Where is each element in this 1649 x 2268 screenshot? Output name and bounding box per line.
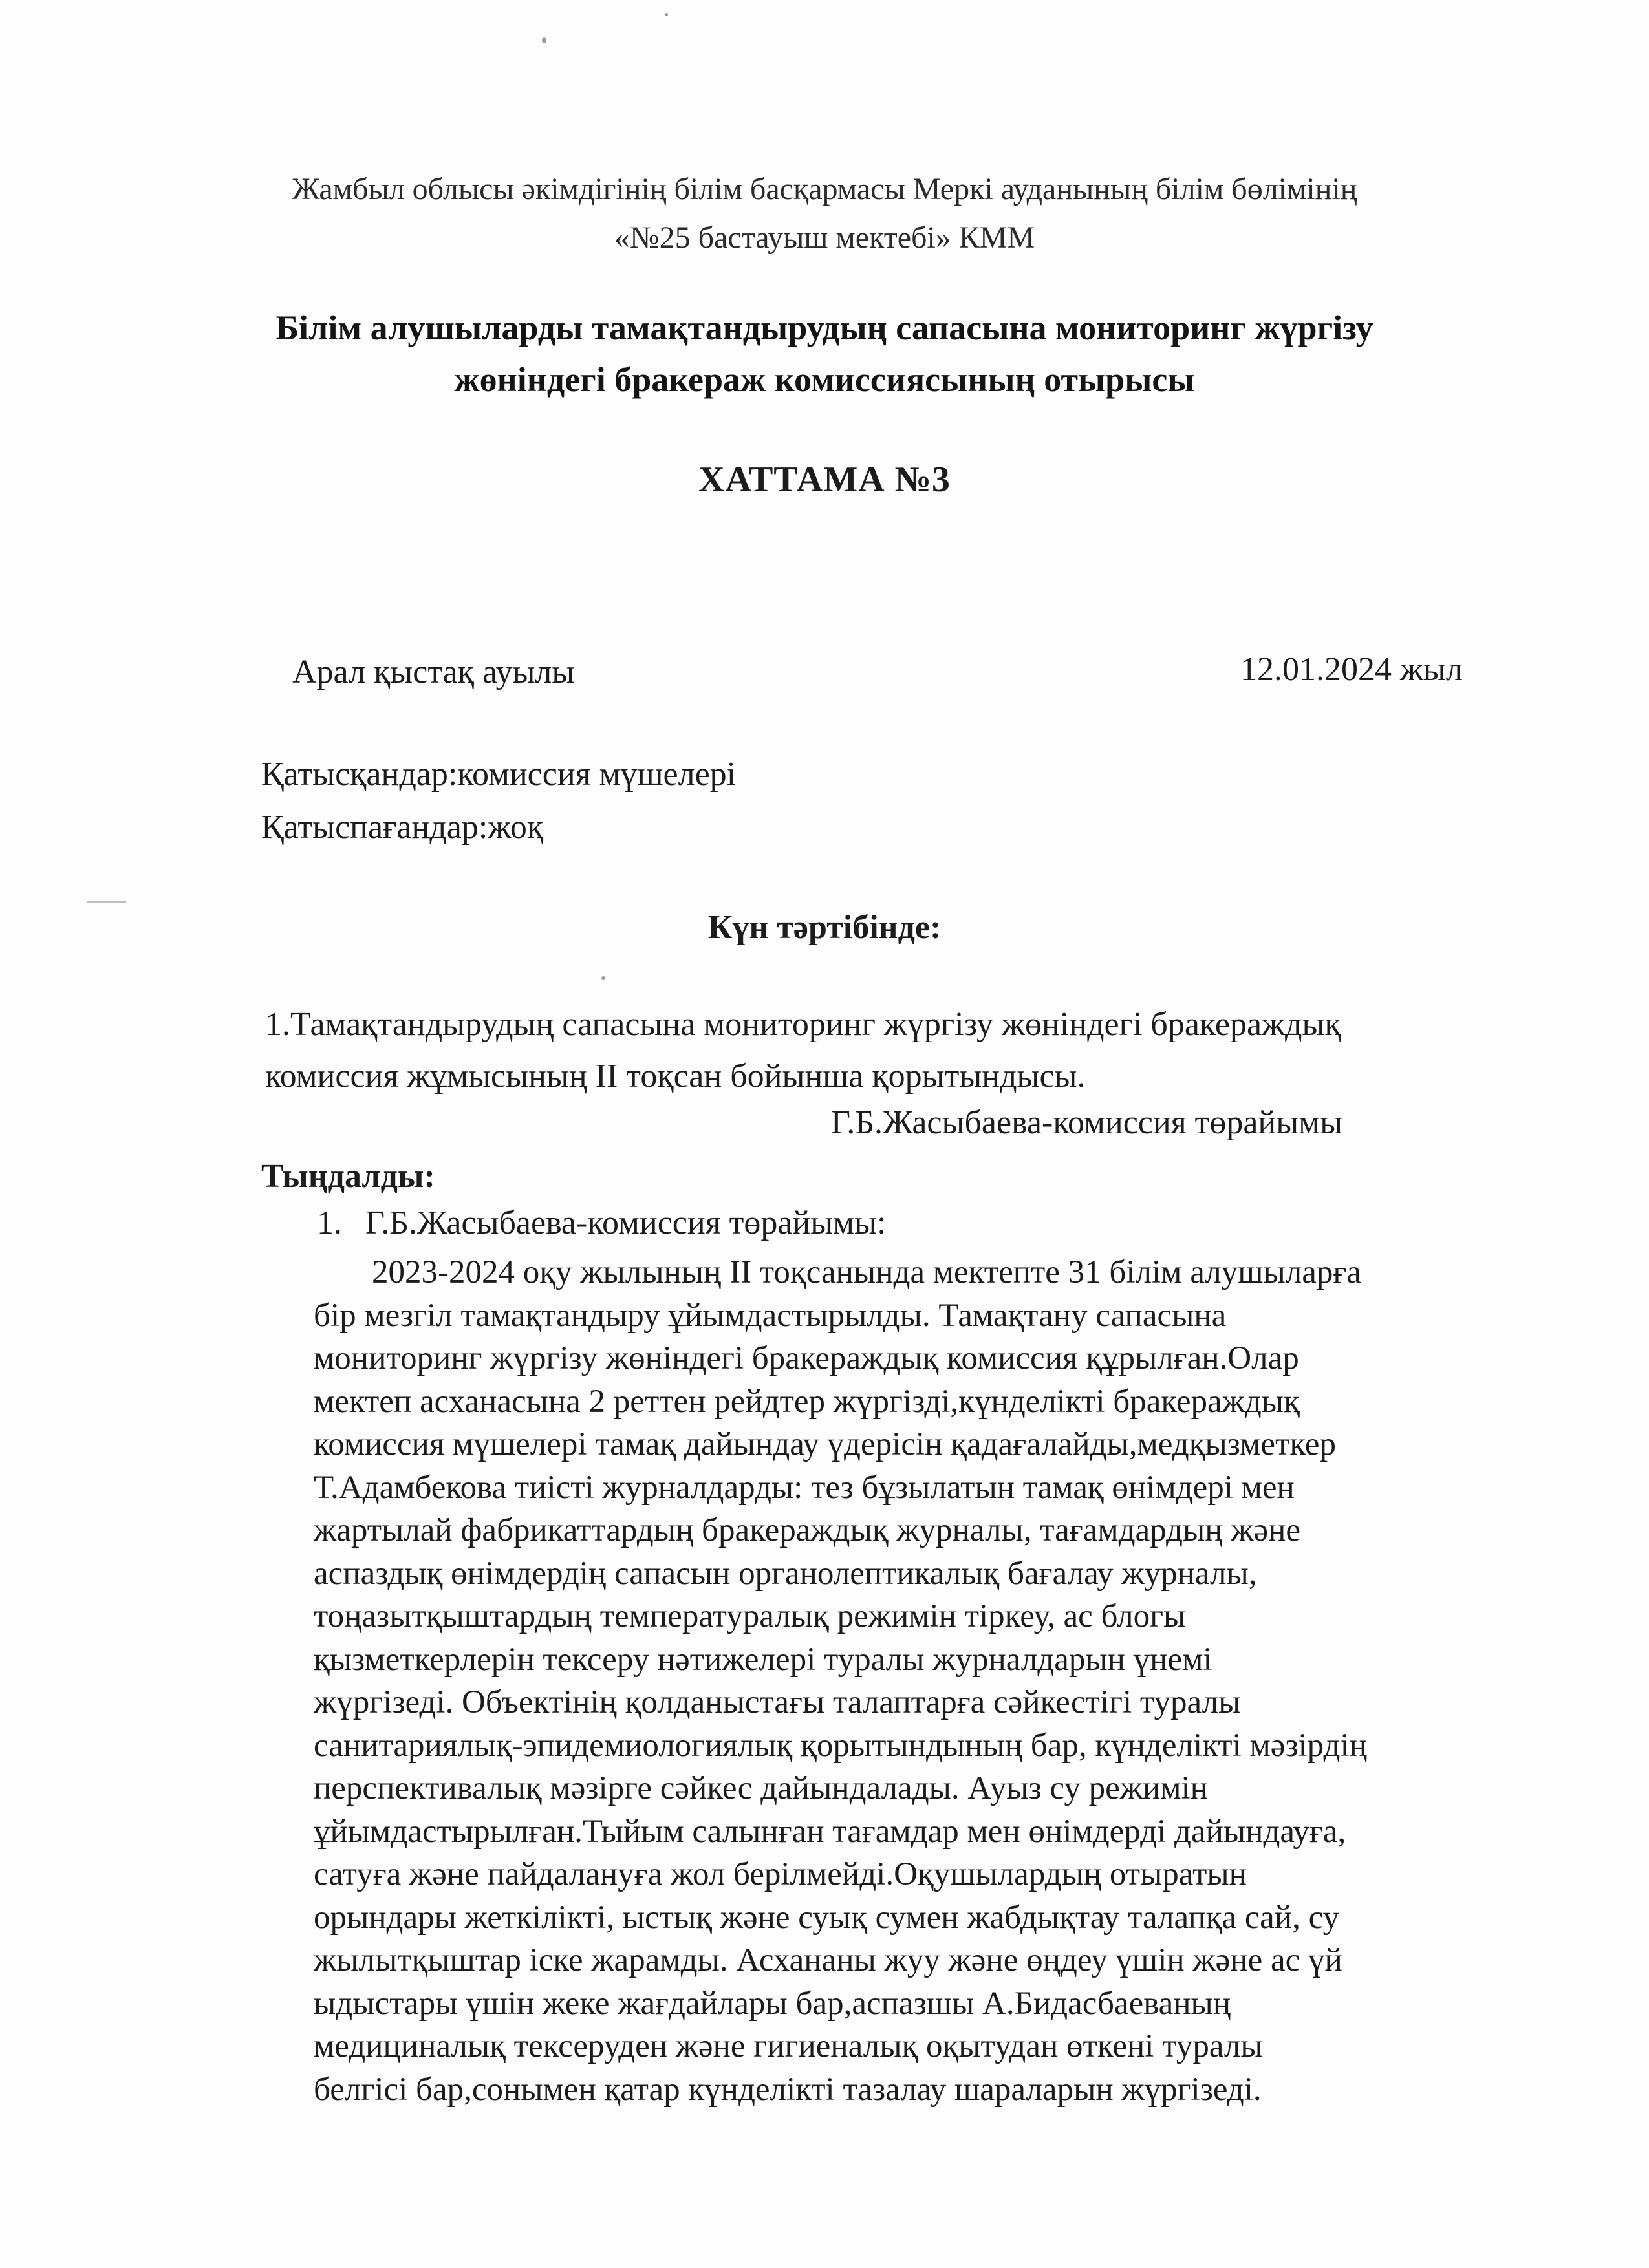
agenda-item-line1: 1.Тамақтандырудың сапасына мониторинг жүргізу жөніндегі бракераждық	[265, 1006, 1341, 1043]
agenda-item-line2: комиссия жұмысының ІІ тоқсан бойынша қорытындысы.	[265, 1058, 1086, 1095]
heard-item-speaker: Г.Б.Жасыбаева-комиссия төрайымы:	[365, 1204, 887, 1241]
heard-paragraph	[314, 1251, 1542, 2111]
paragraph-line: аспаздық өнімдердің сапасын органолептикалық бағалау журналы,	[314, 1555, 1257, 1592]
attendees-absent: Қатыспағандар:жоқ	[261, 809, 544, 846]
document-title-line2: жөніндегі бракераж комиссиясының отырысы	[454, 360, 1195, 399]
paragraph-line: қызметкерлерін тексеру нәтижелері туралы журналдарын үнемі	[314, 1641, 1212, 1678]
agenda-heading: Күн тәртібінде:	[707, 909, 942, 946]
paragraph-line: ұйымдастырылған.Тыйым салынған тағамдар мен өнімдерді дайындауға,	[314, 1813, 1346, 1850]
paragraph-line: жылытқыштар іске жарамды. Асхананы жуу және өңдеу үшін және ас үй	[314, 1942, 1342, 1978]
paragraph-line: Т.Адамбекова тиісті журналдарды: тез бұзылатын тамақ өнімдері мен	[314, 1469, 1295, 1506]
attendees-present: Қатысқандар:комиссия мүшелері	[261, 756, 737, 793]
heard-item-number: 1.	[317, 1204, 342, 1241]
document-title-line1: Білім алушыларды тамақтандырудың сапасына мониторинг жүргізу	[275, 308, 1374, 347]
org-header-line2: «№25 бастауыш мектебі» КММ	[614, 220, 1035, 255]
paragraph-line: орындары жеткілікті, ыстық және суық сумен жабдықтау талапқа сай, су	[314, 1899, 1340, 1936]
paragraph-line: тоңазытқыштардың температуралық режимін тіркеу, ас блогы	[314, 1598, 1186, 1634]
paragraph-line: комиссия мүшелері тамақ дайындау үдерісін қадағалайды,медқызметкер	[314, 1426, 1336, 1462]
paragraph-line: жартылай фабрикаттардың бракераждық журналы, тағамдардың және	[314, 1512, 1301, 1548]
paragraph-line: жүргізеді. Объектінің қолданыстағы талаптарға сәйкестігі туралы	[314, 1684, 1241, 1720]
meeting-place: Арал қыстақ ауылы	[292, 654, 575, 690]
paragraph-line: санитариялық-эпидемиологиялық қорытындының бар, күнделікті мәзірдің	[314, 1727, 1367, 1764]
paragraph-line: 2023-2024 оқу жылының ІІ тоқсанында мектепте 31 білім алушыларға	[372, 1254, 1361, 1290]
heard-heading: Тыңдалды:	[261, 1158, 435, 1195]
paragraph-line: мектеп асханасына 2 реттен рейдтер жүргізді,күнделікті бракераждық	[314, 1383, 1300, 1420]
paragraph-line: сатуға және пайдалануға жол берілмейді.Оқушылардың отыратын	[314, 1856, 1247, 1892]
paragraph-line: белгісі бар,сонымен қатар күнделікті тазалау шараларын жүргізеді.	[314, 2071, 1262, 2108]
scan-streak	[87, 901, 126, 903]
paragraph-line: перспективалық мәзірге сәйкес дайындалады. Ауыз су режимін	[314, 1770, 1208, 1806]
scan-speck	[542, 37, 546, 43]
agenda-speaker: Г.Б.Жасыбаева-комиссия төрайымы	[831, 1104, 1343, 1141]
paragraph-line: медициналық тексеруден және гигиеналық оқытудан өткені туралы	[314, 2028, 1263, 2064]
paragraph-line: ыдыстары үшін жеке жағдайлары бар,аспазшы А.Бидасбаеваның	[314, 1985, 1231, 2022]
meeting-date: 12.01.2024 жыл	[1240, 651, 1463, 688]
org-header-line1: Жамбыл облысы әкімдігінің білім басқармасы Меркі ауданының білім бөлімінің	[292, 172, 1357, 206]
scan-speck	[665, 13, 668, 16]
protocol-number: ХАТТАМА №3	[698, 460, 951, 500]
paragraph-line: мониторинг жүргізу жөніндегі бракераждық комиссия құрылған.Олар	[314, 1340, 1299, 1376]
paragraph-line: бір мезгіл тамақтандыру ұйымдастырылды. Тамақтану сапасына	[314, 1297, 1227, 1334]
scan-speck	[601, 976, 605, 980]
